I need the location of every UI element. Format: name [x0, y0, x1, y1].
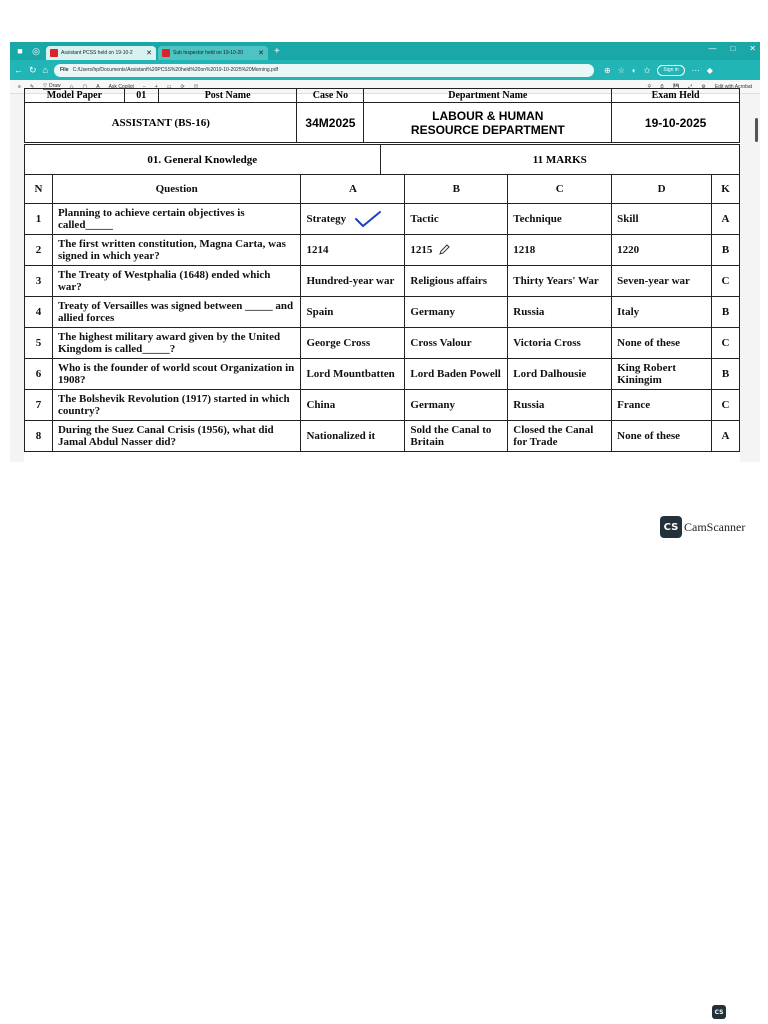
header-label-num: 01	[124, 89, 158, 103]
row-number: 7	[25, 390, 53, 421]
post-name: ASSISTANT (BS-16)	[25, 103, 297, 143]
question-text: Treaty of Versailles was signed between _____ and allied forces	[52, 297, 301, 328]
back-icon[interactable]: ←	[14, 65, 23, 75]
option-a: 1214	[301, 235, 405, 266]
window-controls	[708, 44, 756, 53]
question-text: The highest military award given by the United Kingdom is called_____?	[52, 328, 301, 359]
row-number: 5	[25, 328, 53, 359]
section-marks: 11 MARKS	[380, 145, 740, 175]
option-a	[301, 204, 405, 235]
option-d: France	[612, 390, 712, 421]
exam-date: 19-10-2025	[612, 103, 740, 143]
table-row	[25, 421, 740, 452]
eraser-icon[interactable]: ◇	[69, 83, 74, 90]
option-d: None of these	[612, 421, 712, 452]
questions-table	[24, 174, 740, 452]
maximize-icon[interactable]: □	[730, 44, 736, 53]
copilot-icon[interactable]: ◆	[706, 65, 713, 75]
camscanner-text: CamScanner	[684, 519, 746, 534]
col-header-d: D	[612, 175, 712, 204]
option-c: Thirty Years' War	[508, 266, 612, 297]
zoom-in-icon[interactable]: +	[154, 83, 158, 90]
answer-key: A	[712, 204, 740, 235]
tab-sub-inspector-pdf[interactable]	[158, 46, 268, 60]
search-icon[interactable]: ⚲	[647, 83, 651, 90]
checkmark-icon	[354, 210, 382, 228]
option-a: Lord Mountbatten	[301, 359, 405, 390]
option-b: Germany	[405, 390, 508, 421]
option-d: King Robert Kiningim	[612, 359, 712, 390]
option-c: Lord Dalhousie	[508, 359, 612, 390]
contents-icon[interactable]: ≡	[18, 83, 21, 90]
extensions-icon[interactable]: ◐	[631, 65, 637, 75]
table-row	[25, 297, 740, 328]
minimize-icon[interactable]: —	[708, 44, 717, 53]
camscanner-watermark	[660, 516, 745, 538]
table-row	[25, 390, 740, 421]
close-icon[interactable]: ✕	[258, 50, 264, 57]
option-b: Sold the Canal to Britain	[405, 421, 508, 452]
option-c: 1218	[508, 235, 612, 266]
url-scheme: File	[59, 67, 69, 73]
table-row	[25, 359, 740, 390]
header-label-case-no: Case No	[297, 89, 364, 103]
question-text: The Treaty of Westphalia (1648) ended which war?	[52, 266, 301, 297]
col-header-question: Question	[52, 175, 301, 204]
answer-key: C	[712, 328, 740, 359]
table-row	[25, 266, 740, 297]
col-header-n: N	[25, 175, 53, 204]
question-text: During the Suez Canal Crisis (1956), what did Jamal Abdul Nasser did?	[52, 421, 301, 452]
window-menu-icon[interactable]: ■	[17, 46, 23, 56]
option-c: Victoria Cross	[508, 328, 612, 359]
window-close-icon[interactable]: ✕	[749, 44, 756, 53]
favorites-icon[interactable]: ✩	[643, 65, 651, 75]
header-label-department: Department Name	[364, 89, 612, 103]
col-header-c: C	[508, 175, 612, 204]
option-d: Seven-year war	[612, 266, 712, 297]
option-c: Russia	[508, 390, 612, 421]
option-b: Lord Baden Powell	[405, 359, 508, 390]
camscanner-corner-icon: CS	[712, 1005, 726, 1019]
question-text: Who is the founder of world scout Organization in 1908?	[52, 359, 301, 390]
answer-key: B	[712, 359, 740, 390]
screenshot-photo	[10, 42, 760, 462]
header-table	[24, 88, 740, 143]
close-icon[interactable]: ✕	[146, 50, 152, 57]
question-text: The first written constitution, Magna Carta, was signed in which year?	[52, 235, 301, 266]
option-a: Spain	[301, 297, 405, 328]
answer-key: B	[712, 297, 740, 328]
option-d: Italy	[612, 297, 712, 328]
col-header-b: B	[405, 175, 508, 204]
option-b: Religious affairs	[405, 266, 508, 297]
camscanner-logo-icon: CS	[660, 516, 682, 538]
rotate-icon[interactable]: ⟳	[180, 83, 185, 90]
option-b: Tactic	[405, 204, 508, 235]
new-tab-icon[interactable]: +	[274, 45, 280, 57]
option-a: Nationalized it	[301, 421, 405, 452]
pdf-scrollbar[interactable]	[755, 118, 758, 142]
section-header	[24, 144, 740, 175]
table-header-row	[25, 175, 740, 204]
col-header-k: K	[712, 175, 740, 204]
draw-label: Draw	[48, 83, 61, 89]
option-c: Russia	[508, 297, 612, 328]
zoom-icon[interactable]: ⊕	[603, 65, 611, 75]
option-b: Germany	[405, 297, 508, 328]
answer-key: A	[712, 421, 740, 452]
answer-key: C	[712, 266, 740, 297]
address-bar	[10, 60, 760, 80]
url-text: C:/Users/hp/Documents/Assistant%20PCSS%20held%20on%2019-10-2025%20Morning.pdf	[72, 67, 279, 73]
row-number: 3	[25, 266, 53, 297]
option-c: Technique	[508, 204, 612, 235]
answer-key: B	[712, 235, 740, 266]
case-number: 34M2025	[297, 103, 364, 143]
read-aloud-icon[interactable]: A	[96, 83, 100, 90]
header-label-model-paper: Model Paper	[25, 89, 125, 103]
option-a: China	[301, 390, 405, 421]
pdf-icon	[162, 49, 170, 57]
option-d: None of these	[612, 328, 712, 359]
row-number: 4	[25, 297, 53, 328]
ask-copilot-label[interactable]: Ask Copilot	[108, 83, 134, 90]
table-row	[25, 204, 740, 235]
row-number: 1	[25, 204, 53, 235]
pdf-page	[24, 90, 740, 462]
tab-label: Sub Inspector held on 19-10-20	[173, 50, 244, 56]
save-icon[interactable]: 💾	[673, 83, 680, 90]
edit-acrobat-label[interactable]: Edit with Acrobat	[714, 83, 752, 90]
pdf-icon	[50, 49, 58, 57]
header-label-exam-held: Exam Held	[612, 89, 740, 103]
option-a: George Cross	[301, 328, 405, 359]
url-field[interactable]	[54, 64, 594, 77]
question-text: The Bolshevik Revolution (1917) started in which country?	[52, 390, 301, 421]
col-header-a: A	[301, 175, 405, 204]
option-a-text: Strategy	[306, 213, 347, 225]
zoom-out-icon[interactable]: −	[142, 83, 146, 90]
option-b-text: 1215	[410, 244, 433, 256]
text-icon[interactable]: ▢	[82, 83, 88, 90]
section-title: 01. General Knowledge	[25, 145, 381, 175]
option-a: Hundred-year war	[301, 266, 405, 297]
pen-cursor-icon	[438, 244, 450, 256]
home-icon[interactable]: ⌂	[42, 65, 48, 75]
option-b	[405, 235, 508, 266]
more-icon[interactable]: ⋯	[691, 65, 700, 75]
question-text: Planning to achieve certain objectives is called_____	[52, 204, 301, 235]
workspaces-icon[interactable]: ◎	[32, 45, 40, 56]
fullscreen-icon[interactable]: ⤢	[688, 83, 693, 90]
header-label-post-name: Post Name	[158, 89, 297, 103]
table-row	[25, 235, 740, 266]
fit-page-icon[interactable]: ▭	[166, 83, 172, 90]
draw-pen-icon: ▽	[43, 83, 47, 89]
address-bar-actions	[604, 65, 713, 76]
table-row	[25, 328, 740, 359]
row-number: 8	[25, 421, 53, 452]
answer-key: C	[712, 390, 740, 421]
refresh-icon[interactable]: ↻	[29, 64, 37, 75]
department-name: LABOUR & HUMAN RESOURCE DEPARTMENT	[364, 103, 612, 143]
print-icon[interactable]: ⎙	[660, 83, 665, 90]
option-b: Cross Valour	[405, 328, 508, 359]
browser-tab-bar	[10, 42, 760, 60]
tab-assistant-pdf[interactable]	[46, 46, 156, 60]
option-d: Skill	[612, 204, 712, 235]
settings-icon[interactable]: ⚙	[701, 83, 706, 90]
row-number: 2	[25, 235, 53, 266]
favorite-star-icon[interactable]: ☆	[617, 65, 625, 75]
page-view-icon[interactable]: ◫	[193, 83, 199, 90]
highlight-icon[interactable]: ✎	[29, 83, 35, 90]
option-d: 1220	[612, 235, 712, 266]
sign-in-button[interactable]: Sign in	[657, 65, 684, 76]
row-number: 6	[25, 359, 53, 390]
option-c: Closed the Canal for Trade	[508, 421, 612, 452]
tab-label: Assistant PCSS held on 19-10-2	[61, 50, 133, 56]
